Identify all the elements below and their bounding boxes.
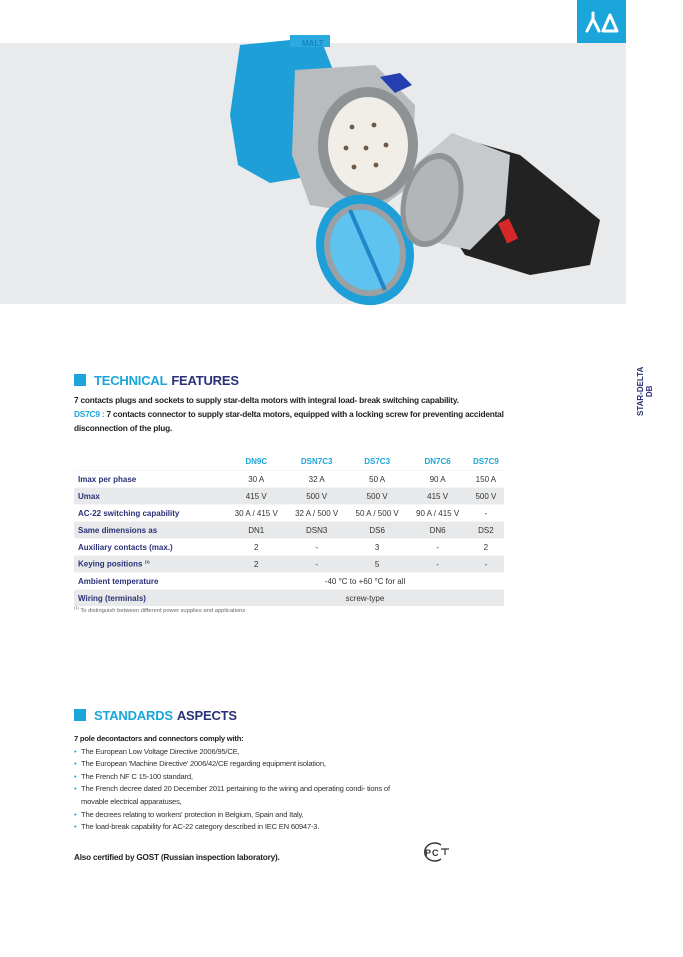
spec-cell: DSN3 bbox=[286, 522, 346, 539]
spec-cell: 32 A / 500 V bbox=[286, 505, 346, 522]
spec-row bbox=[74, 590, 504, 607]
spec-cell: 30 A bbox=[226, 471, 286, 488]
spec-row-label: Same dimensions as bbox=[74, 522, 226, 539]
brand-mark: MALT bbox=[302, 39, 324, 48]
spec-row-label: Wiring (terminals) bbox=[74, 590, 226, 607]
spec-row-label: Umax bbox=[74, 488, 226, 505]
list-item bbox=[74, 809, 394, 822]
heading-part-b: ASPECTS bbox=[176, 707, 237, 723]
spec-row bbox=[74, 471, 504, 488]
ds7c9-label: DS7C9 : bbox=[74, 409, 105, 419]
spec-col-header: DSN7C3 bbox=[300, 457, 333, 466]
spec-cell: - bbox=[286, 539, 346, 556]
spec-cell: DS6 bbox=[347, 522, 407, 539]
heading-square-icon bbox=[74, 374, 86, 386]
spec-row bbox=[74, 505, 504, 522]
heading-part-a: TECHNICAL bbox=[94, 372, 168, 388]
spec-row-label: AC-22 switching capability bbox=[74, 505, 226, 522]
list-item-text: The load-break capability for AC-22 category described in IEC EN 60947-3. bbox=[81, 822, 320, 832]
spec-cell: - bbox=[468, 556, 504, 573]
footnote-mark: (1) bbox=[74, 605, 79, 610]
spec-row-label: Imax per phase bbox=[74, 471, 226, 488]
standards-lead: 7 pole decontactors and connectors comply with: bbox=[74, 734, 244, 743]
list-item bbox=[74, 771, 394, 784]
footnote-text: To distinguish between different power supplies and applications bbox=[78, 607, 246, 614]
list-item-text: The French NF C 15-100 standard, bbox=[81, 771, 193, 781]
spec-cell: 2 bbox=[226, 539, 286, 556]
spec-cell: 5 bbox=[347, 556, 407, 573]
spec-cell: 90 A bbox=[407, 471, 467, 488]
spec-row bbox=[74, 522, 504, 539]
list-item-text: The European Low Voltage Directive 2006/95/CE, bbox=[81, 746, 240, 756]
technical-intro bbox=[74, 393, 514, 435]
svg-text:P: P bbox=[425, 848, 432, 858]
bullet-icon: • bbox=[74, 746, 77, 756]
footnote-ref: (1) bbox=[144, 559, 150, 565]
spec-cell: - bbox=[286, 556, 346, 573]
spec-cell: 2 bbox=[468, 539, 504, 556]
list-item bbox=[74, 746, 394, 759]
side-tab-line2: DB bbox=[645, 385, 654, 398]
table-footnote bbox=[74, 605, 245, 614]
spec-row bbox=[74, 573, 504, 590]
spec-cell: 3 bbox=[347, 539, 407, 556]
spec-row-label bbox=[74, 556, 226, 573]
product-photo bbox=[200, 15, 620, 305]
socket-image bbox=[230, 35, 429, 305]
list-item bbox=[74, 783, 394, 808]
spec-cell: DN6 bbox=[407, 522, 467, 539]
standards-list bbox=[74, 733, 394, 834]
list-item-text: The French decree dated 20 December 2011 pertaining to the wiring and operating condi- tions of movable electrical apparatuses, bbox=[81, 784, 390, 806]
spec-row-label: Ambient temperature bbox=[74, 573, 226, 590]
side-tab-line1: STAR-DELTA bbox=[636, 366, 645, 416]
spec-cell: 90 A / 415 V bbox=[407, 505, 467, 522]
heading-part-b: FEATURES bbox=[171, 372, 239, 388]
spec-cell-span: -40 °C to +60 °C for all bbox=[226, 573, 504, 590]
spec-table bbox=[74, 453, 504, 606]
spec-cell: 415 V bbox=[226, 488, 286, 505]
spec-cell: 150 A bbox=[468, 471, 504, 488]
ds7c9-description bbox=[74, 407, 514, 435]
spec-cell: 500 V bbox=[286, 488, 346, 505]
spec-cell: 415 V bbox=[407, 488, 467, 505]
spec-cell: - bbox=[407, 556, 467, 573]
spec-header-blank bbox=[74, 453, 226, 471]
spec-cell: 2 bbox=[226, 556, 286, 573]
spec-col-header: DS7C9 bbox=[473, 457, 499, 466]
bullet-icon: • bbox=[74, 822, 77, 832]
bullet-icon: • bbox=[74, 771, 77, 781]
spec-cell: 50 A / 500 V bbox=[347, 505, 407, 522]
spec-cell: DS2 bbox=[468, 522, 504, 539]
gost-certification-mark-icon bbox=[419, 840, 455, 864]
intro-line: 7 contacts plugs and sockets to supply star-delta motors with integral load- break switching capability. bbox=[74, 395, 459, 405]
heading-square-icon bbox=[74, 709, 86, 721]
list-item-text: The decrees relating to workers' protection in Belgium, Spain and Italy, bbox=[81, 809, 304, 819]
spec-row bbox=[74, 556, 504, 573]
spec-cell-span: screw-type bbox=[226, 590, 504, 607]
spec-row-label-text: Keying positions bbox=[78, 559, 143, 569]
spec-cell: 500 V bbox=[347, 488, 407, 505]
spec-row bbox=[74, 488, 504, 505]
list-item-text: The European 'Machine Directive' 2006/42/CE regarding equipment isolation, bbox=[81, 759, 326, 769]
spec-cell: 32 A bbox=[286, 471, 346, 488]
spec-header-row bbox=[74, 453, 504, 471]
spec-row-label: Auxiliary contacts (max.) bbox=[74, 539, 226, 556]
ds7c9-text: 7 contacts connector to supply star-delta motors, equipped with a locking screw for preventing accidental disconnection of the plug. bbox=[74, 409, 504, 433]
spec-cell: DN1 bbox=[226, 522, 286, 539]
list-item bbox=[74, 821, 394, 834]
spec-cell: - bbox=[468, 505, 504, 522]
standards-aspects-heading bbox=[74, 707, 237, 723]
gost-certification: Also certified by GOST (Russian inspection laboratory). bbox=[74, 853, 280, 862]
svg-text:C: C bbox=[432, 848, 439, 858]
plug-image bbox=[391, 133, 600, 275]
bullet-icon: • bbox=[74, 809, 77, 819]
bullet-icon: • bbox=[74, 759, 77, 769]
technical-features-heading bbox=[74, 372, 239, 388]
spec-cell: 30 A / 415 V bbox=[226, 505, 286, 522]
spec-col-header: DS7C3 bbox=[364, 457, 391, 466]
spec-cell: - bbox=[407, 539, 467, 556]
spec-cell: 50 A bbox=[347, 471, 407, 488]
heading-part-a: STANDARDS bbox=[94, 707, 173, 723]
spec-col-header: DN9C bbox=[245, 457, 268, 466]
list-item bbox=[74, 758, 394, 771]
side-tab-star-delta bbox=[636, 360, 656, 420]
spec-cell: 500 V bbox=[468, 488, 504, 505]
spec-col-header: DN7C6 bbox=[424, 457, 451, 466]
bullet-icon: • bbox=[74, 784, 77, 794]
spec-row bbox=[74, 539, 504, 556]
